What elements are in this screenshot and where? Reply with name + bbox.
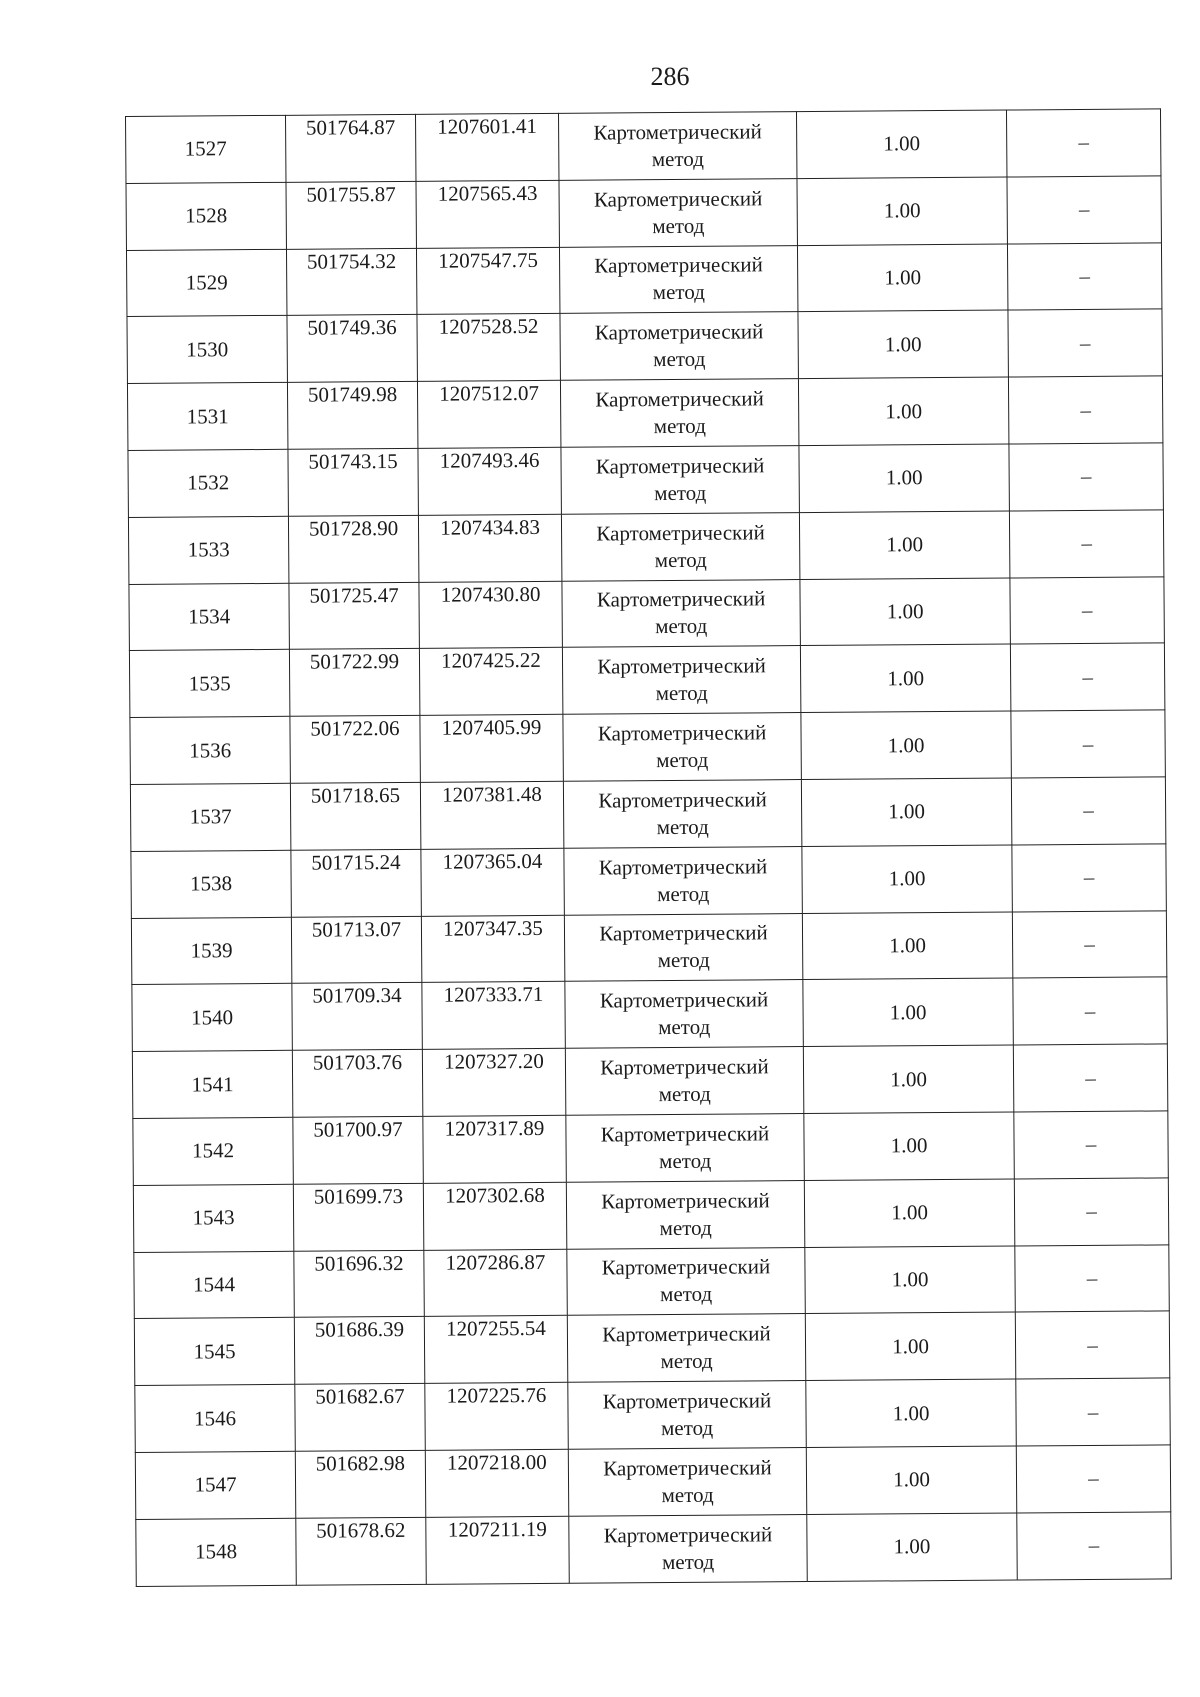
method-cell	[559, 245, 797, 314]
table-row	[129, 576, 1164, 650]
method-cell	[566, 1180, 804, 1249]
table-row	[132, 1044, 1167, 1118]
x-coordinate-cell: 501755.87	[286, 181, 416, 249]
point-number-cell: 1548	[136, 1518, 296, 1586]
y-coordinate-cell: 1207565.43	[416, 180, 559, 248]
x-coordinate-cell: 501703.76	[292, 1050, 422, 1118]
method-line-2: метод	[656, 814, 709, 839]
table-row	[128, 443, 1163, 517]
method-line-2: метод	[654, 547, 707, 572]
table-row	[131, 844, 1166, 918]
y-coordinate-cell: 1207317.89	[423, 1115, 566, 1183]
table-row	[128, 510, 1163, 584]
method-cell	[564, 913, 802, 982]
y-coordinate-cell: 1207211.19	[426, 1516, 569, 1584]
x-coordinate-cell: 501709.34	[292, 983, 422, 1051]
method-line-1: Картометрический	[595, 453, 765, 479]
method-line-1: Картометрический	[596, 519, 765, 546]
note-cell: –	[1006, 109, 1160, 177]
note-cell: –	[1013, 977, 1167, 1045]
note-cell: –	[1008, 376, 1162, 444]
point-number-cell: 1532	[128, 449, 288, 517]
method-cell	[561, 512, 799, 581]
accuracy-cell: 1.00	[802, 845, 1012, 913]
point-number-cell: 1543	[133, 1184, 293, 1252]
table-row	[126, 109, 1161, 183]
point-number-cell: 1547	[135, 1451, 295, 1519]
x-coordinate-cell: 501722.06	[290, 716, 420, 784]
note-cell: –	[1012, 844, 1166, 912]
note-cell: –	[1009, 510, 1163, 578]
y-coordinate-cell: 1207547.75	[416, 247, 559, 315]
point-number-cell: 1544	[134, 1251, 294, 1319]
y-coordinate-cell: 1207225.76	[425, 1382, 568, 1450]
method-line-2: метод	[659, 1148, 712, 1173]
method-line-1: Картометрический	[597, 653, 766, 679]
note-cell: –	[1016, 1445, 1170, 1513]
method-line-2: метод	[660, 1348, 713, 1374]
method-line-1: Картометрический	[596, 586, 766, 613]
note-cell: –	[1010, 643, 1164, 711]
y-coordinate-cell: 1207405.99	[420, 714, 563, 782]
method-cell	[566, 1114, 804, 1183]
y-coordinate-cell: 1207327.20	[422, 1048, 565, 1116]
point-number-cell: 1538	[131, 850, 291, 918]
y-coordinate-cell: 1207286.87	[424, 1249, 567, 1317]
method-cell	[565, 1047, 803, 1116]
method-cell	[558, 112, 796, 181]
y-coordinate-cell: 1207434.83	[418, 514, 561, 582]
method-line-2: метод	[661, 1549, 715, 1574]
note-cell: –	[1014, 1111, 1168, 1179]
method-line-1: Картометрический	[601, 1187, 770, 1214]
x-coordinate-cell: 501743.15	[288, 448, 418, 516]
method-line-1: Картометрический	[599, 987, 769, 1013]
method-line-1: Картометрический	[598, 787, 767, 813]
coordinates-table-body	[126, 109, 1172, 1586]
method-line-2: метод	[652, 280, 705, 305]
y-coordinate-cell: 1207493.46	[418, 447, 561, 515]
note-cell: –	[1007, 242, 1161, 310]
method-line-1: Картометрический	[601, 1254, 771, 1280]
method-line-2: метод	[655, 681, 708, 706]
accuracy-cell: 1.00	[798, 310, 1008, 378]
x-coordinate-cell: 501715.24	[291, 849, 421, 917]
note-cell: –	[1010, 576, 1164, 644]
table-row	[126, 242, 1161, 316]
method-cell	[568, 1447, 806, 1516]
method-line-1: Картометрический	[600, 1121, 770, 1147]
method-line-2: метод	[651, 146, 704, 172]
x-coordinate-cell: 501722.99	[289, 649, 419, 717]
accuracy-cell: 1.00	[804, 1112, 1014, 1180]
x-coordinate-cell: 501713.07	[291, 916, 421, 984]
accuracy-cell: 1.00	[799, 511, 1009, 579]
method-cell	[568, 1381, 806, 1450]
method-line-2: метод	[658, 1014, 711, 1040]
note-cell: –	[1014, 1178, 1168, 1246]
y-coordinate-cell: 1207425.22	[419, 648, 562, 716]
accuracy-cell: 1.00	[803, 978, 1013, 1046]
accuracy-cell: 1.00	[801, 778, 1011, 846]
accuracy-cell: 1.00	[801, 711, 1011, 779]
method-line-2: метод	[656, 747, 709, 773]
table-row	[132, 977, 1167, 1051]
table-row	[133, 1111, 1168, 1185]
method-line-2: метод	[657, 881, 710, 906]
method-line-2: метод	[659, 1215, 712, 1240]
y-coordinate-cell: 1207430.80	[419, 581, 562, 649]
accuracy-cell: 1.00	[807, 1513, 1017, 1581]
point-number-cell: 1530	[127, 316, 287, 384]
table-row	[135, 1445, 1170, 1519]
point-number-cell: 1539	[131, 917, 291, 985]
accuracy-cell: 1.00	[800, 578, 1010, 646]
coordinates-sheet	[125, 108, 1171, 1586]
method-cell	[559, 178, 797, 247]
method-cell	[562, 646, 800, 715]
accuracy-cell: 1.00	[805, 1312, 1015, 1380]
method-line-2: метод	[655, 614, 708, 639]
accuracy-cell: 1.00	[797, 244, 1007, 312]
method-cell	[567, 1314, 805, 1383]
accuracy-cell: 1.00	[802, 912, 1012, 980]
method-line-1: Картометрический	[594, 319, 764, 345]
y-coordinate-cell: 1207512.07	[417, 381, 560, 449]
y-coordinate-cell: 1207528.52	[417, 314, 560, 382]
note-cell: –	[1011, 777, 1165, 845]
method-cell	[567, 1247, 805, 1316]
note-cell: –	[1016, 1378, 1170, 1446]
accuracy-cell: 1.00	[806, 1379, 1016, 1447]
x-coordinate-cell: 501725.47	[289, 582, 419, 650]
method-line-1: Картометрический	[600, 1054, 769, 1080]
method-cell	[565, 980, 803, 1049]
point-number-cell: 1535	[129, 650, 289, 718]
point-number-cell: 1527	[126, 115, 286, 183]
method-line-1: Картометрический	[602, 1388, 772, 1414]
page-number: 286	[650, 62, 690, 91]
x-coordinate-cell: 501764.87	[285, 114, 415, 182]
y-coordinate-cell: 1207347.35	[421, 915, 564, 983]
point-number-cell: 1534	[129, 583, 289, 651]
x-coordinate-cell: 501749.98	[287, 382, 417, 450]
method-cell	[563, 780, 801, 849]
table-row	[130, 710, 1165, 784]
method-line-1: Картометрический	[594, 252, 763, 279]
method-cell	[562, 579, 800, 648]
note-cell: –	[1009, 443, 1163, 511]
point-number-cell: 1528	[126, 182, 286, 250]
method-cell	[563, 713, 801, 782]
accuracy-cell: 1.00	[800, 644, 1010, 712]
point-number-cell: 1540	[132, 984, 292, 1052]
y-coordinate-cell: 1207302.68	[423, 1182, 566, 1250]
accuracy-cell: 1.00	[799, 444, 1009, 512]
method-line-1: Картометрический	[603, 1455, 772, 1481]
y-coordinate-cell: 1207365.04	[421, 848, 564, 916]
table-row	[130, 777, 1165, 851]
method-line-1: Картометрический	[593, 186, 763, 212]
note-cell: –	[1013, 1044, 1167, 1112]
x-coordinate-cell: 501728.90	[288, 515, 418, 583]
accuracy-cell: 1.00	[798, 377, 1008, 445]
x-coordinate-cell: 501678.62	[296, 1517, 426, 1585]
method-line-2: метод	[653, 347, 706, 372]
method-line-2: метод	[653, 413, 706, 439]
x-coordinate-cell: 501718.65	[290, 782, 420, 850]
table-row	[135, 1378, 1170, 1452]
y-coordinate-cell: 1207333.71	[422, 982, 565, 1050]
method-line-1: Картометрический	[603, 1521, 773, 1548]
y-coordinate-cell: 1207255.54	[424, 1316, 567, 1384]
table-row	[134, 1311, 1169, 1385]
accuracy-cell: 1.00	[806, 1446, 1016, 1514]
method-line-2: метод	[658, 1081, 711, 1107]
method-line-2: метод	[660, 1282, 713, 1307]
method-cell	[560, 379, 798, 448]
x-coordinate-cell: 501749.36	[287, 315, 417, 383]
accuracy-cell: 1.00	[796, 110, 1006, 178]
note-cell: –	[1008, 309, 1162, 377]
x-coordinate-cell: 501696.32	[294, 1250, 424, 1318]
point-number-cell: 1542	[133, 1117, 293, 1185]
note-cell: –	[1011, 710, 1165, 778]
note-cell: –	[1012, 910, 1166, 978]
table-row	[129, 643, 1164, 717]
method-line-2: метод	[657, 948, 710, 973]
point-number-cell: 1529	[126, 249, 286, 317]
accuracy-cell: 1.00	[803, 1045, 1013, 1113]
method-line-2: метод	[661, 1482, 714, 1507]
point-number-cell: 1537	[130, 783, 290, 851]
point-number-cell: 1546	[135, 1384, 295, 1452]
table-row	[131, 910, 1166, 984]
method-line-1: Картометрический	[599, 920, 768, 946]
accuracy-cell: 1.00	[797, 177, 1007, 245]
coordinates-table	[125, 108, 1172, 1586]
note-cell: –	[1015, 1244, 1169, 1312]
y-coordinate-cell: 1207381.48	[420, 781, 563, 849]
method-line-1: Картометрический	[602, 1321, 771, 1347]
table-row	[126, 176, 1161, 250]
note-cell: –	[1015, 1311, 1169, 1379]
note-cell: –	[1007, 176, 1161, 244]
method-line-1: Картометрический	[597, 720, 767, 746]
x-coordinate-cell: 501699.73	[293, 1183, 423, 1251]
x-coordinate-cell: 501754.32	[286, 248, 416, 316]
point-number-cell: 1533	[128, 516, 288, 584]
method-line-2: метод	[654, 480, 707, 506]
point-number-cell: 1545	[134, 1318, 294, 1386]
accuracy-cell: 1.00	[804, 1179, 1014, 1247]
method-cell	[569, 1514, 807, 1583]
x-coordinate-cell: 501682.67	[295, 1383, 425, 1451]
method-line-2: метод	[660, 1415, 714, 1441]
method-cell	[561, 446, 799, 515]
method-line-1: Картометрический	[598, 853, 768, 880]
x-coordinate-cell: 501682.98	[295, 1450, 425, 1518]
y-coordinate-cell: 1207601.41	[415, 113, 558, 181]
x-coordinate-cell: 501700.97	[293, 1116, 423, 1184]
x-coordinate-cell: 501686.39	[294, 1317, 424, 1385]
point-number-cell: 1541	[132, 1050, 292, 1118]
table-row	[136, 1512, 1171, 1586]
table-row	[127, 376, 1162, 450]
accuracy-cell: 1.00	[805, 1246, 1015, 1314]
note-cell: –	[1017, 1512, 1171, 1580]
point-number-cell: 1531	[127, 383, 287, 451]
method-line-1: Картометрический	[593, 119, 762, 145]
method-line-1: Картометрический	[595, 386, 764, 412]
y-coordinate-cell: 1207218.00	[425, 1449, 568, 1517]
point-number-cell: 1536	[130, 716, 290, 784]
method-line-2: метод	[652, 213, 705, 238]
method-cell	[560, 312, 798, 381]
method-cell	[564, 846, 802, 915]
table-row	[127, 309, 1162, 383]
table-row	[133, 1178, 1168, 1252]
table-row	[134, 1244, 1169, 1318]
